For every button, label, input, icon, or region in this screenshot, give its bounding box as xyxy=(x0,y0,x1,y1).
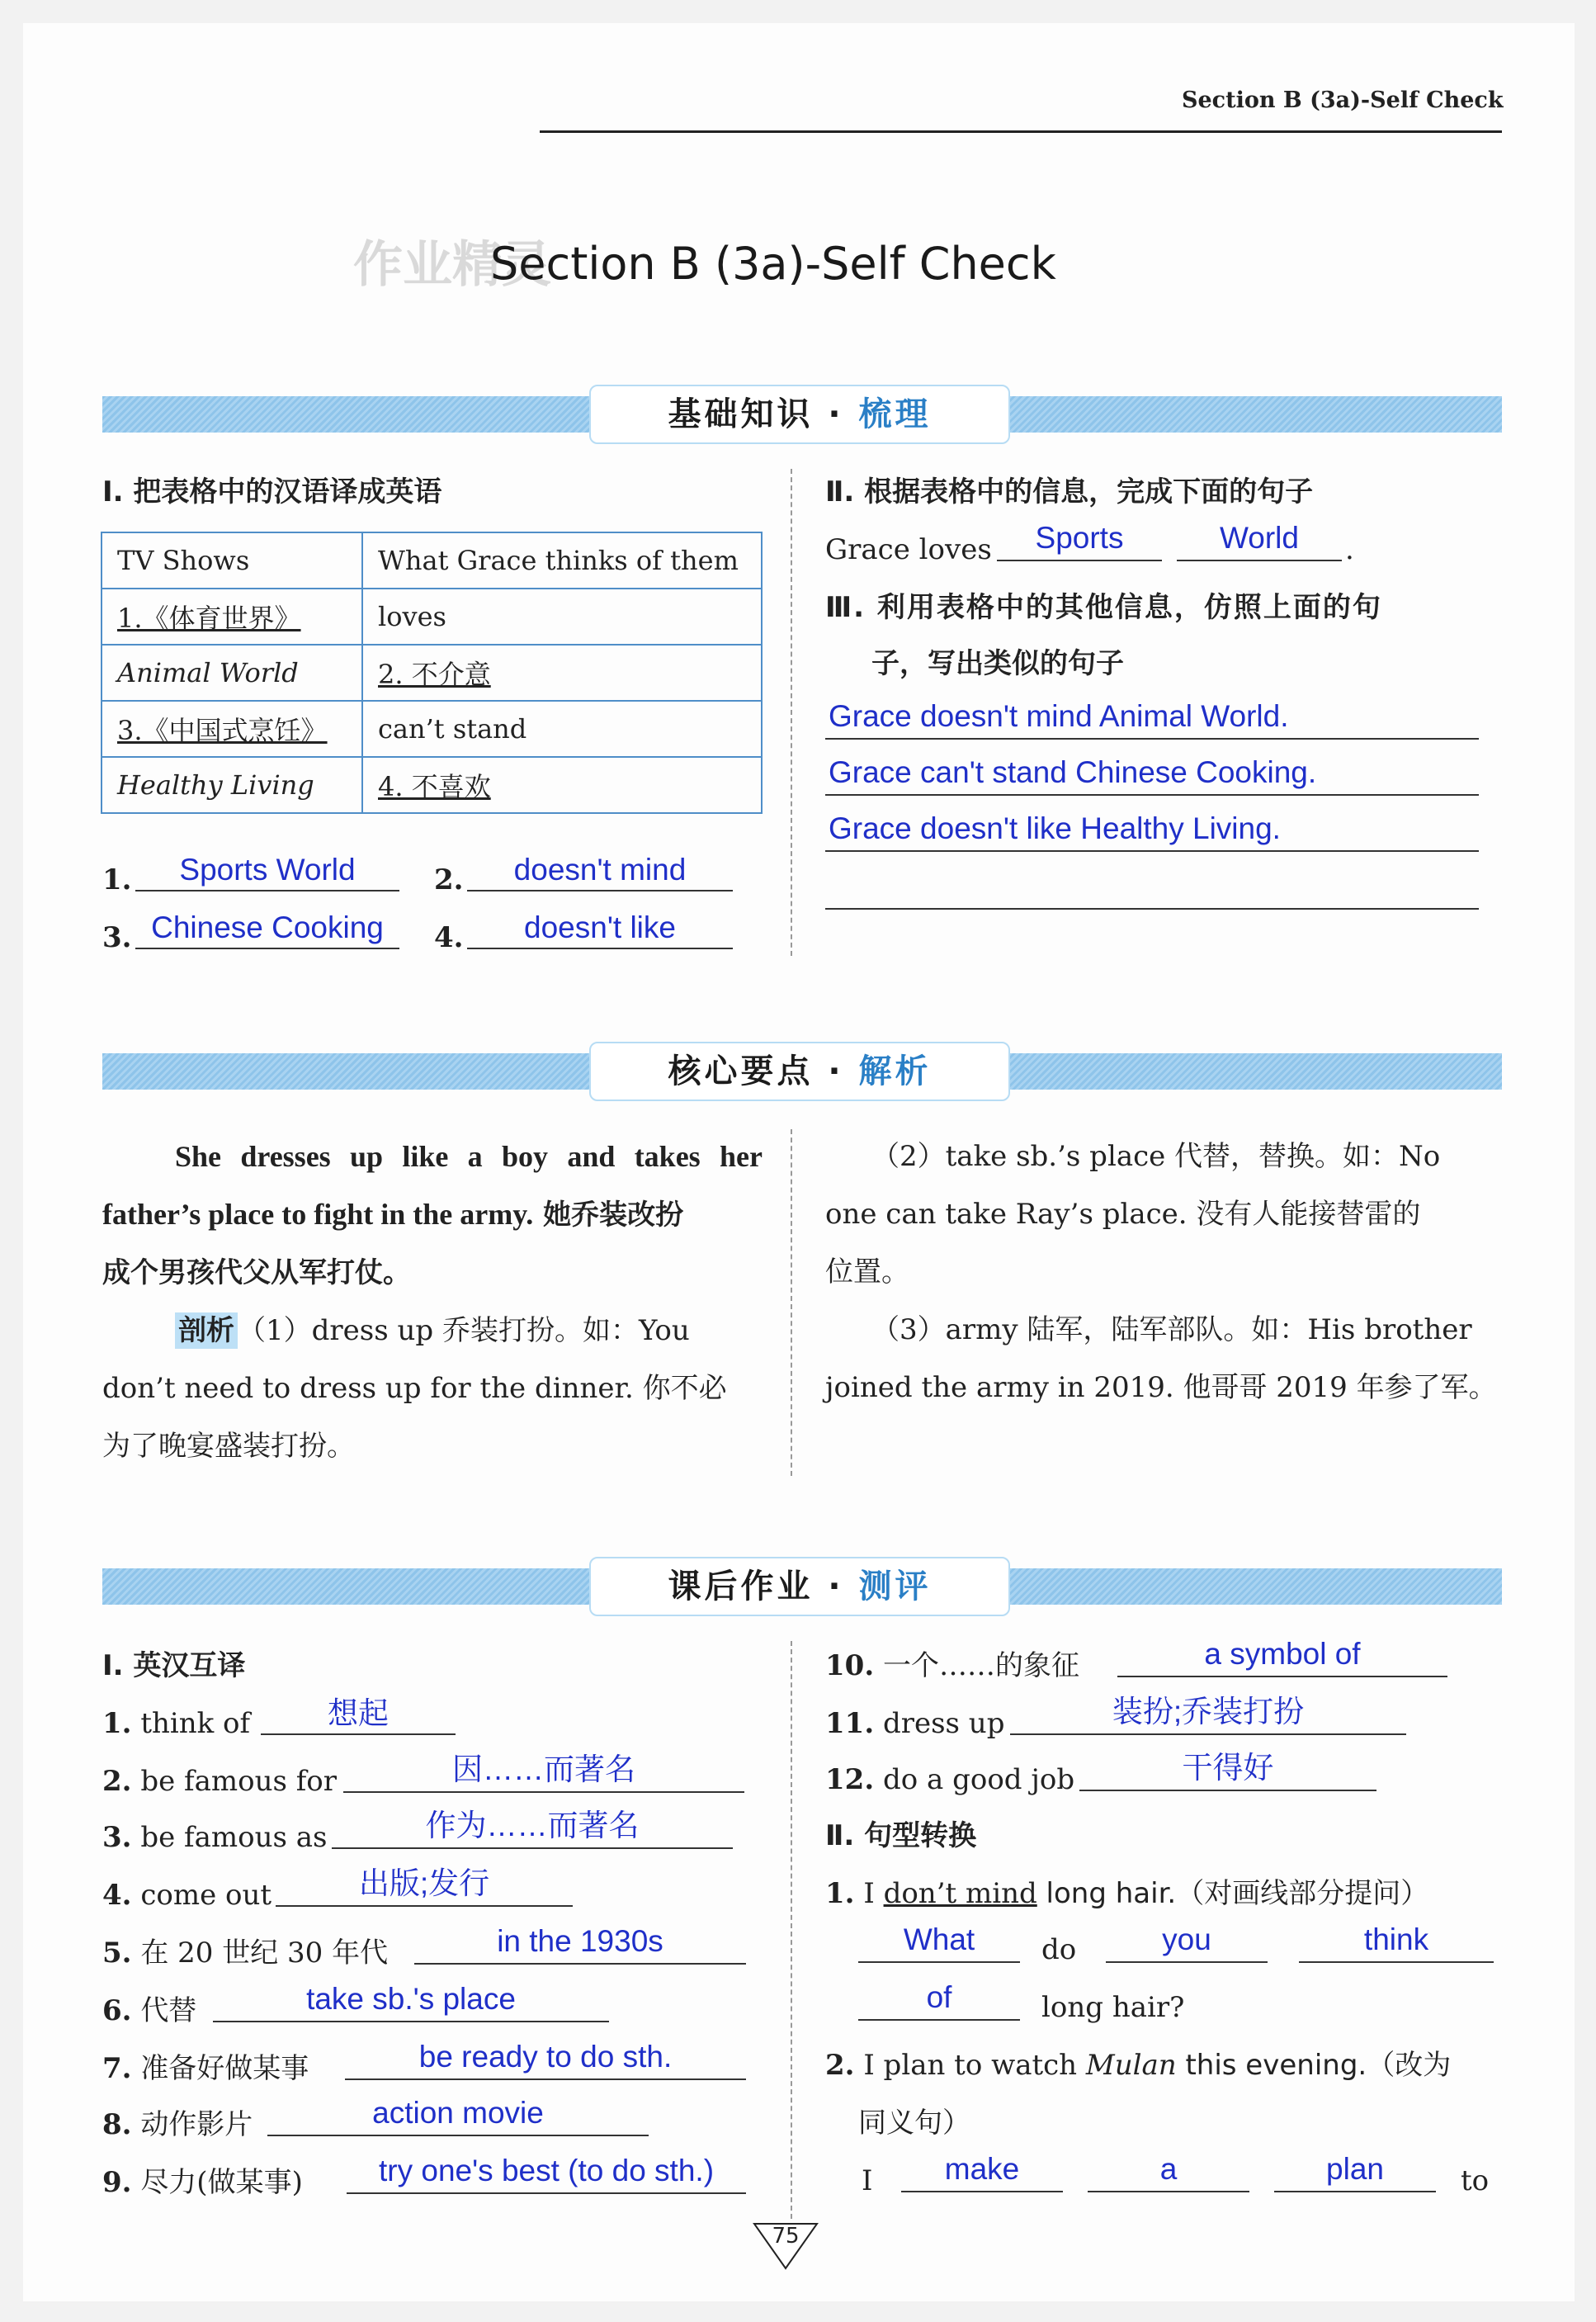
analysis-line: （3）army 陆军，陆军部队。如：His brother xyxy=(871,1313,1472,1346)
answer-line xyxy=(1274,2191,1436,2192)
label-part: 基础知识 · xyxy=(668,395,859,433)
table-row xyxy=(102,589,762,645)
item-answer: take sb.'s place xyxy=(306,1982,516,2016)
analysis-line: 为了晚宴盛装打扮。 xyxy=(102,1430,355,1463)
section-label-homework xyxy=(589,1557,1010,1616)
answer-text: Chinese Cooking xyxy=(151,910,384,944)
list-item xyxy=(102,2166,303,2199)
label-part: 梳理 xyxy=(858,395,932,433)
item-answer: in the 1930s xyxy=(497,1924,663,1958)
answer-line xyxy=(332,1847,733,1849)
item-prompt: do a good job xyxy=(882,1763,1075,1796)
answer-line xyxy=(467,890,733,891)
answer-line xyxy=(267,2135,649,2136)
item-number: 5. xyxy=(102,1937,132,1970)
item-prompt: 尽力(做某事) xyxy=(140,2166,303,2199)
list-item xyxy=(102,2108,253,2141)
analysis-line: don’t need to dress up for the dinner. 你不必 xyxy=(102,1372,727,1405)
table-cell: 2. 不介意 xyxy=(362,645,762,701)
answer-line xyxy=(825,850,1479,852)
answer-line xyxy=(414,1963,746,1965)
column-divider xyxy=(791,1129,792,1476)
item-number: 7. xyxy=(102,2052,132,2085)
item-answer: action movie xyxy=(372,2096,544,2130)
table-cell: 3.《中国式烹饪》 xyxy=(102,701,362,757)
t2-subject: I xyxy=(862,2164,873,2197)
item-answer: a symbol of xyxy=(1204,1637,1361,1671)
transform-text: this evening.（改为 xyxy=(1176,2049,1452,2082)
key-sentence-line: 成个男孩代父从军打仗。 xyxy=(102,1256,411,1289)
answer-line xyxy=(1088,2191,1249,2192)
item-number: 4. xyxy=(102,1879,132,1912)
item-number: 8. xyxy=(102,2108,132,2141)
list-item xyxy=(102,1994,196,2027)
transform-underlined: don’t mind xyxy=(883,1877,1037,1910)
analysis-text: （1）dress up 乔装打扮。如：You xyxy=(238,1314,690,1347)
item-answer: be ready to do sth. xyxy=(418,2040,673,2074)
answer-line xyxy=(467,948,733,949)
section-label-basics xyxy=(589,385,1010,444)
item-answer: 装扮;乔装打扮 xyxy=(1112,1695,1305,1728)
analysis-line: （2）take sb.’s place 代替，替换。如：No xyxy=(871,1140,1441,1173)
item-prompt: 准备好做某事 xyxy=(140,2052,309,2085)
table-cell: Healthy Living xyxy=(102,757,362,813)
analysis-line: one can take Ray’s place. 没有人能接替雷的 xyxy=(825,1198,1421,1231)
item-prompt: come out xyxy=(140,1879,272,1912)
q2-prefix: Grace loves xyxy=(825,533,992,566)
list-item xyxy=(102,1765,337,1798)
t1-answer: What xyxy=(903,1922,975,1956)
table-row xyxy=(102,701,762,757)
q2-end: . xyxy=(1345,533,1354,566)
label-part: 测评 xyxy=(858,1568,932,1606)
homework-q1-heading: Ⅰ. 英汉互译 xyxy=(102,1649,246,1682)
key-sentence-en: father’s place to fight in the army. xyxy=(102,1198,534,1231)
answer-line xyxy=(825,738,1479,740)
list-item xyxy=(102,1879,272,1912)
t1-do: do xyxy=(1041,1933,1077,1966)
q2-answer: World xyxy=(1220,521,1299,555)
transform-2-cont: 同义句） xyxy=(858,2107,970,2140)
table-cell: 4. 不喜欢 xyxy=(362,757,762,813)
transform-text: I plan to watch xyxy=(863,2049,1086,2082)
analysis-line: joined the army in 2019. 他哥哥 2019 年参了军。 xyxy=(825,1371,1497,1404)
t1-answer: of xyxy=(926,1980,952,2014)
q2-heading: Ⅱ. 根据表格中的信息，完成下面的句子 xyxy=(825,475,1314,508)
homework-q2-heading: Ⅱ. 句型转换 xyxy=(825,1819,977,1852)
q3-answer: Grace can't stand Chinese Cooking. xyxy=(829,755,1317,789)
table-cell: loves xyxy=(362,589,762,645)
item-number: 6. xyxy=(102,1994,132,2027)
item-prompt: be famous as xyxy=(140,1821,328,1854)
answer-line xyxy=(858,1961,1020,1963)
list-item xyxy=(102,2052,309,2085)
item-number: 9. xyxy=(102,2166,132,2199)
key-sentence-line xyxy=(102,1185,763,1244)
answer-line xyxy=(343,1791,744,1793)
page-title: Section B (3a)-Self Check xyxy=(490,238,1056,290)
section-label-key-points xyxy=(589,1042,1010,1101)
running-header: Section B (3a)-Self Check xyxy=(1182,87,1504,113)
list-item xyxy=(102,1707,250,1740)
transform-text: I xyxy=(863,1877,884,1910)
answer-line xyxy=(1299,1961,1494,1963)
t2-answer: make xyxy=(944,2152,1020,2186)
table-row xyxy=(102,645,762,701)
item-answer: 作为……而著名 xyxy=(425,1809,640,1842)
item-prompt: 一个……的象征 xyxy=(882,1649,1079,1682)
table-header: What Grace thinks of them xyxy=(362,532,762,589)
page-number: 75 xyxy=(772,2224,800,2249)
answer-line xyxy=(825,794,1479,796)
transform-2 xyxy=(825,2049,1451,2082)
list-item xyxy=(825,1649,1079,1682)
q3-heading: Ⅲ. 利用表格中的其他信息，仿照上面的句 xyxy=(825,591,1382,624)
list-item xyxy=(825,1763,1074,1796)
table-row xyxy=(102,757,762,813)
item-number: 1. xyxy=(825,1877,855,1910)
t1-tail: long hair? xyxy=(1041,1991,1185,2024)
answer-line xyxy=(276,1905,573,1907)
answer-number: 3. xyxy=(102,921,132,954)
q1-heading: Ⅰ. 把表格中的汉语译成英语 xyxy=(102,475,442,508)
answer-text: doesn't mind xyxy=(513,853,687,887)
answer-line xyxy=(1117,1676,1447,1677)
transform-italic: Mulan xyxy=(1085,2049,1177,2082)
item-prompt: be famous for xyxy=(140,1765,338,1798)
page xyxy=(23,23,1575,2301)
item-answer: 出版;发行 xyxy=(358,1866,490,1900)
answer-line xyxy=(1010,1733,1406,1735)
answer-line xyxy=(825,908,1479,910)
answer-line xyxy=(901,2191,1063,2192)
item-prompt: 代替 xyxy=(140,1994,197,2027)
transform-1 xyxy=(825,1877,1428,1910)
item-answer: 因……而著名 xyxy=(452,1752,635,1786)
item-answer: 想起 xyxy=(328,1696,389,1730)
q3-answer: Grace doesn't like Healthy Living. xyxy=(829,811,1281,845)
item-number: 12. xyxy=(825,1763,875,1796)
item-number: 1. xyxy=(102,1707,132,1740)
answer-line xyxy=(858,2019,1020,2021)
label-part: 核心要点 · xyxy=(668,1052,859,1090)
list-item xyxy=(102,1937,388,1970)
q2-answer: Sports xyxy=(1035,521,1124,555)
key-sentence-line: She dresses up like a boy and takes her xyxy=(175,1140,763,1173)
q3-heading-cont: 子，写出类似的句子 xyxy=(871,647,1124,680)
t2-answer: a xyxy=(1159,2152,1178,2186)
table-cell: Animal World xyxy=(102,645,362,701)
answer-line xyxy=(135,890,399,891)
answer-line xyxy=(135,948,399,949)
answer-number: 4. xyxy=(434,921,464,954)
item-number: 11. xyxy=(825,1707,875,1740)
key-sentence-cn: 她乔装改扮 xyxy=(533,1199,684,1232)
answer-line xyxy=(1177,560,1342,561)
label-part: 课后作业 · xyxy=(668,1568,859,1606)
answer-number: 2. xyxy=(434,863,464,896)
answer-line xyxy=(1106,1961,1268,1963)
item-answer: try one's best (to do sth.) xyxy=(378,2154,715,2187)
q3-answer: Grace doesn't mind Animal World. xyxy=(829,699,1289,733)
column-divider xyxy=(791,1641,792,2219)
answer-line xyxy=(261,1733,456,1735)
item-prompt: 在 20 世纪 30 年代 xyxy=(140,1937,389,1970)
t1-answer: you xyxy=(1162,1922,1211,1956)
key-sentence xyxy=(102,1128,763,1475)
item-prompt: dress up xyxy=(882,1707,1005,1740)
analysis-tag: 剖析 xyxy=(175,1312,238,1349)
analysis-right xyxy=(825,1128,1497,1416)
item-number: 3. xyxy=(102,1821,132,1854)
analysis-line: 位置。 xyxy=(825,1256,909,1289)
answer-text: doesn't like xyxy=(524,910,676,944)
answer-line xyxy=(997,560,1162,561)
answer-line xyxy=(1079,1790,1376,1791)
column-divider xyxy=(791,469,792,956)
label-part: 解析 xyxy=(858,1052,932,1090)
item-prompt: think of xyxy=(140,1707,251,1740)
list-item xyxy=(825,1707,1004,1740)
answer-number: 1. xyxy=(102,863,132,896)
table-header: TV Shows xyxy=(102,532,362,589)
item-answer: 干得好 xyxy=(1182,1751,1274,1785)
transform-text: long hair.（对画线部分提问） xyxy=(1036,1877,1429,1910)
item-number: 2. xyxy=(825,2049,855,2082)
tv-table xyxy=(101,532,763,814)
answer-line xyxy=(213,2021,609,2022)
answer-line xyxy=(347,2192,746,2194)
item-prompt: 动作影片 xyxy=(140,2108,253,2141)
t2-answer: plan xyxy=(1326,2152,1384,2186)
list-item xyxy=(102,1821,327,1854)
item-number: 2. xyxy=(102,1765,132,1798)
table-cell: 1.《体育世界》 xyxy=(102,589,362,645)
analysis-line xyxy=(102,1302,763,1360)
item-number: 10. xyxy=(825,1649,875,1682)
answer-text: Sports World xyxy=(179,853,356,887)
watermark: 作业精灵 xyxy=(353,236,551,294)
t1-answer: think xyxy=(1363,1922,1429,1956)
t2-to: to xyxy=(1461,2164,1490,2197)
table-header-row xyxy=(102,532,762,589)
header-rule xyxy=(540,130,1502,133)
answer-line xyxy=(345,2078,746,2080)
table-cell: can’t stand xyxy=(362,701,762,757)
